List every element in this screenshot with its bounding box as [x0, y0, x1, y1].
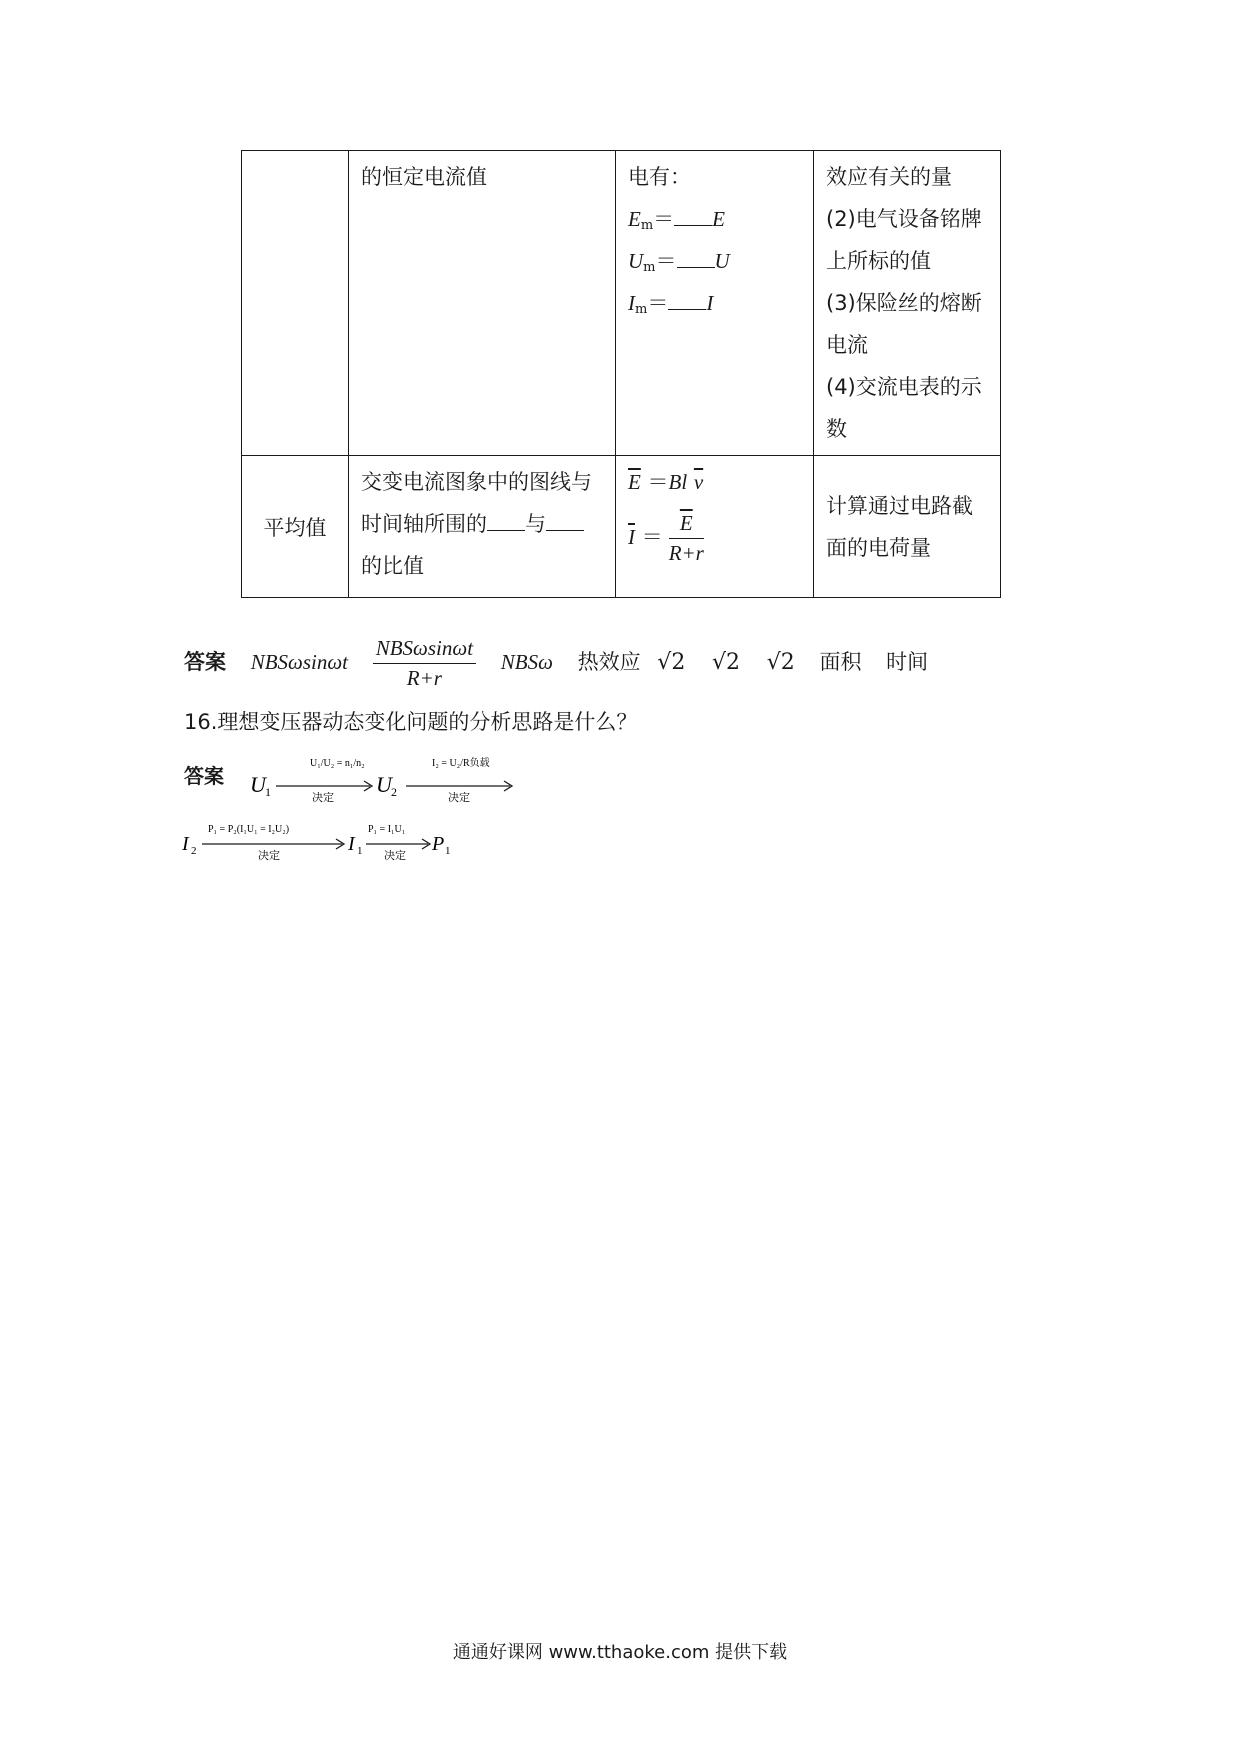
- arrow-label-top: P₁ = I₁U₁: [368, 824, 406, 835]
- p1-symbol: P: [432, 833, 445, 855]
- question-16: 16.理想变压器动态变化问题的分析思路是什么？: [184, 710, 638, 734]
- answer-blank: [674, 207, 712, 226]
- answer-word: 时间: [886, 650, 929, 674]
- answer-word: 面积: [819, 650, 862, 674]
- avg-current-formula: $\overline{I}$ ＝ $\frac{\overline{E}}{R+r}$: [628, 511, 704, 565]
- arrow-label-top: P₁ = P₂(I₁U₁ = I₂U₂): [208, 824, 290, 835]
- table-row: [242, 456, 1001, 598]
- answer-word: 热效应: [577, 650, 641, 674]
- application-line: (4)交流电表的示: [826, 375, 982, 399]
- table-cell-definition: [349, 456, 616, 598]
- svg-text:1: 1: [265, 785, 271, 799]
- u2-symbol: U: [376, 772, 392, 797]
- application-line: 上所标的值: [826, 249, 931, 273]
- sqrt-value: √2: [766, 650, 795, 675]
- page-footer: 通通好课网 www.tthaoke.com 提供下载: [452, 1642, 788, 1663]
- definition-line: 的比值: [361, 554, 424, 578]
- table-cell-label: [242, 151, 349, 456]
- u1-symbol: U: [250, 772, 266, 797]
- arrow-label-bottom: 决定: [312, 791, 334, 804]
- comparison-table: [241, 150, 1001, 598]
- table-cell-application: [814, 151, 1001, 456]
- application-line: 电流: [826, 333, 868, 357]
- answer-label: 答案: [184, 650, 226, 674]
- application-line: 数: [826, 417, 847, 441]
- formula-intro: 电有：: [628, 165, 691, 189]
- application-line: 面的电荷量: [826, 535, 931, 560]
- table-cell-formula: [616, 151, 814, 456]
- arrow-label-top: U₁/U₂ = n₁/n₂: [310, 758, 365, 769]
- svg-text:2: 2: [391, 785, 397, 799]
- answer-blank: [487, 512, 525, 531]
- table-cell-definition: [349, 151, 616, 456]
- formula-line-um: $U_m= U$: [628, 249, 730, 275]
- definition-line: 时间轴所围的 与: [361, 503, 603, 545]
- application-line: (2)电气设备铭牌: [826, 207, 982, 231]
- answer-label: 答案: [184, 764, 224, 788]
- svg-text:1: 1: [357, 845, 363, 857]
- svg-text:2: 2: [191, 845, 197, 857]
- application-line: (3)保险丝的熔断: [826, 291, 982, 315]
- arrow-label-bottom: 决定: [384, 849, 406, 862]
- answer-line-1: [184, 636, 928, 691]
- answer-blank: [668, 291, 706, 310]
- answer-blank: [546, 512, 584, 531]
- definition-line: 交变电流图象中的图线与: [361, 470, 592, 494]
- answer-line-2: [184, 760, 224, 789]
- arrow-label-top: I₂ = U₂/R负载: [432, 758, 490, 769]
- sqrt-value: √2: [712, 650, 741, 675]
- i2-symbol: I: [182, 833, 189, 855]
- arrow-label-bottom: 决定: [258, 849, 280, 862]
- formula-line-em: $E_m= E$: [628, 207, 725, 233]
- transformer-chain-1: [240, 748, 540, 810]
- sqrt-value: √2: [657, 650, 686, 675]
- application-line: 计算通过电路截: [826, 493, 973, 518]
- table-cell-application: [814, 456, 1001, 598]
- answer-expr: NBSωsinωt: [250, 650, 349, 674]
- table-cell-label: 平均值: [242, 456, 349, 598]
- definition-text: 的恒定电流值: [361, 165, 487, 189]
- transformer-chain-2: [182, 810, 482, 872]
- formula-line-im: $I_m= I$: [628, 291, 714, 317]
- table-cell-formula: [616, 456, 814, 598]
- i1-symbol: I: [348, 833, 355, 855]
- avg-emf-formula: $\overline{E} =Bl$ $\overline{v}$: [628, 470, 704, 494]
- application-line: 效应有关的量: [826, 165, 952, 189]
- arrow-label-bottom: 决定: [448, 791, 470, 804]
- answer-blank: [677, 249, 715, 268]
- svg-text:1: 1: [445, 845, 451, 857]
- answer-fraction: $\frac{\text{NBSωsinωt}}{R+r}$: [373, 636, 476, 691]
- answer-expr: NBSω: [500, 650, 553, 674]
- table-row: [242, 151, 1001, 456]
